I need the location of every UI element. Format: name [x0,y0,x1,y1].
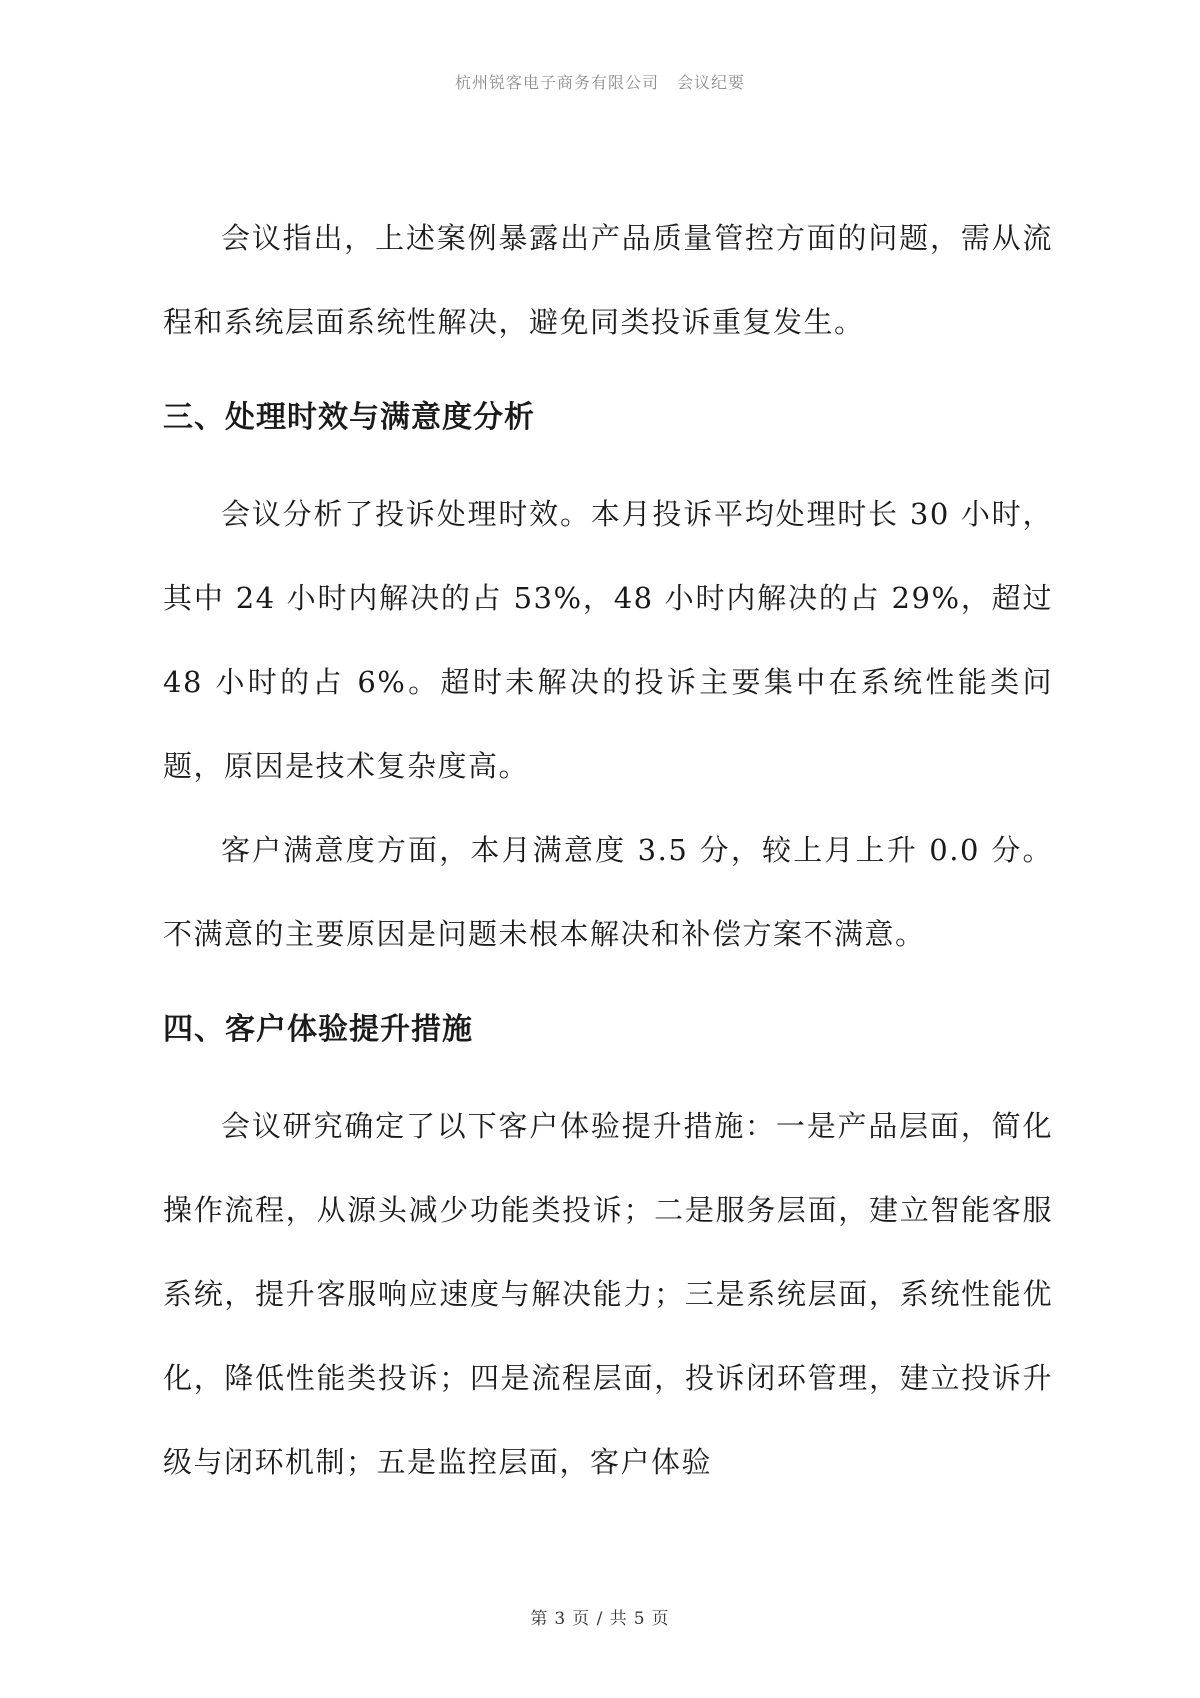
section-heading-4: 四、客户体验提升措施 [163,1012,473,1047]
paragraph-conclusion: 会议指出，上述案例暴露出产品质量管控方面的问题，需从流程和系统层面系统性解决，避免同类投诉重复发生。 [163,221,1053,339]
paragraph-measures: 会议研究确定了以下客户体验提升措施：一是产品层面，简化操作流程，从源头减少功能类投诉；二是服务层面，建立智能客服系统，提升客服响应速度与解决能力；三是系统层面，系统性能优化，降低性能类投诉；四是流程层面，投诉闭环管理，建立投诉升级与闭环机制；五是监控层面，客户体验 [163,1109,1053,1479]
footer-page-total: 5 [633,1609,646,1629]
footer-label-pre: 第 [530,1609,549,1629]
running-header [0,70,1200,93]
header-company: 杭州锐客电子商务有限公司 [454,73,659,92]
footer-page-current: 3 [554,1609,567,1629]
section-heading-3: 三、处理时效与满意度分析 [163,400,535,435]
document-body [163,196,1053,1504]
header-doc-type: 会议纪要 [677,73,746,92]
paragraph-satisfaction: 客户满意度方面，本月满意度 3.5 分，较上月上升 0.0 分。不满意的主要原因是问题未根本解决和补偿方案不满意。 [163,833,1053,951]
footer-label-post: 页 [651,1609,670,1629]
page-footer [0,1604,1200,1629]
footer-label-mid: 页 / 共 [572,1609,628,1629]
paragraph-timeliness: 会议分析了投诉处理时效。本月投诉平均处理时长 30 小时，其中 24 小时内解决的占 53%，48 小时内解决的占 29%，超过 48 小时的占 6%。超时未解决的投诉主要集中在系统性能类问题，原因是技术复杂度高。 [163,497,1053,783]
